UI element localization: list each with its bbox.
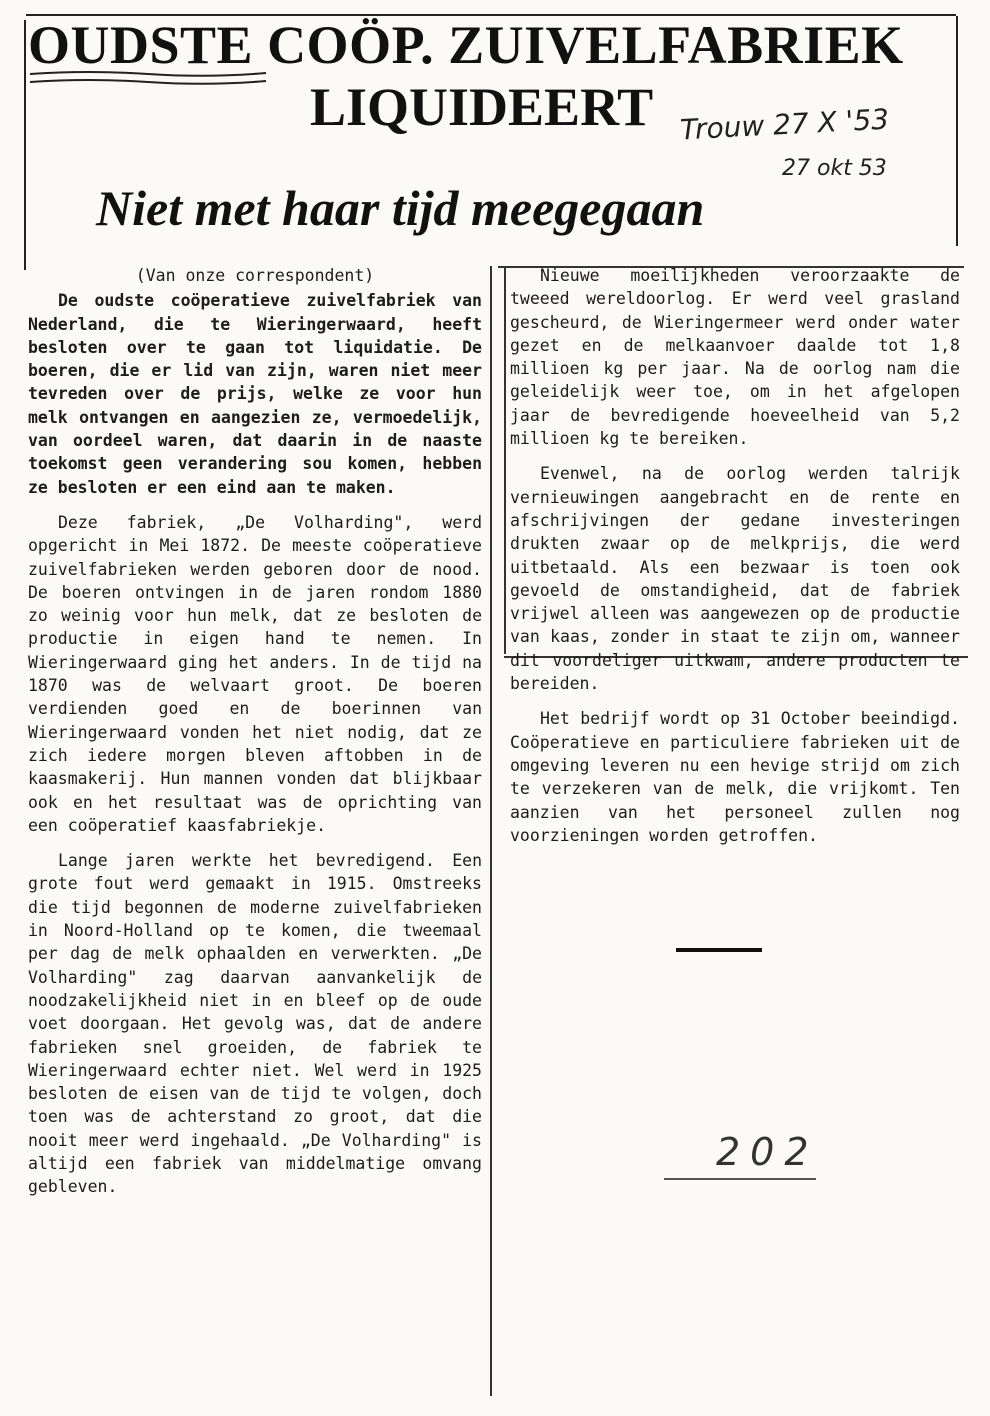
- column-separator: [490, 266, 492, 1396]
- page-number-underline: [664, 1178, 816, 1180]
- right-column: [510, 264, 960, 859]
- headline-line-2: LIQUIDEERT: [310, 77, 654, 137]
- article-paragraph: Deze fabriek, „De Volharding", werd opgericht in Mei 1872. De meeste coöperatieve zuivelfabrieken werden geboren door de nood. De boeren ontvingen in de jaren rondom 1880 zo weinig voor hun melk, dat ze besloten de productie in eigen hand te nemen. In Wieringerwaard ging het anders. In de tijd na 1870 was de welvaart groot. De boeren verdienden goed en de boerinnen van Wieringerwaard vonden het niet nodig, dat ze zich iedere morgen bleven aftobben in de kaasmakerij. Hun mannen vonden dat blijkbaar ook en het resultaat was de oprichting van een coöperatief kaasfabriekje.: [28, 512, 482, 835]
- handwritten-date-note: 27 okt 53: [782, 156, 887, 181]
- handwritten-source-note: Trouw 27 X '53: [679, 102, 890, 147]
- handwritten-page-number: 202: [716, 1130, 819, 1174]
- box-border-left: [504, 268, 506, 654]
- article-paragraph: Het bedrijf wordt op 31 October beeindigd. Coöperatieve en particuliere fabrieken uit de omgeving leveren nu een hevige strijd om zich te verzekeren van de melk, die vrijkomt. Ten aanzien van het personeel zullen nog voorzieningen worden getroffen.: [510, 709, 960, 845]
- left-column: [28, 264, 482, 1211]
- article-paragraph: Nieuwe moeilijkheden veroorzaakte de tweeed wereldoorlog. Er werd veel grasland gescheurd, de Wieringermeer werd onder water gezet en de melkaanvoer daalde tot 1,8 millioen kg per jaar. Na de oorlog nam die geleidelijk weer toe, om in het afgelopen jaar de bevredigende hoeveelheid van 5,2 millioen kg te bereiken.: [510, 266, 960, 449]
- subheadline: Niet met haar tijd meegegaan: [96, 180, 705, 236]
- byline: (Van onze correspondent): [135, 266, 375, 285]
- article-end-rule: [676, 948, 762, 952]
- article-paragraph: De oudste coöperatieve zuivelfabriek van Nederland, die te Wieringerwaard, heeft besloten over te gaan tot liquidatie. De boeren, die er lid van zijn, waren niet meer tevreden over de prijs, welke ze voor hun melk ontvangen en aangezien ze, vermoedelijk, van oordeel waren, dat daarin in de naaste toekomst geen verandering sou komen, hebben ze besloten er een eind aan te maken.: [28, 291, 482, 497]
- headline-line-1: OUDSTE COÖP. ZUIVELFABRIEK: [28, 15, 904, 75]
- article-paragraph: Lange jaren werkte het bevredigend. Een grote fout werd gemaakt in 1915. Omstreeks die tijd begonnen de moderne zuivelfabrieken in Noord-Holland op te komen, die tweemaal per dag de melk ophaalden en verwerkten. „De Volharding" zag daarvan aanvankelijk de noodzakelijkheid niet in en bleef op de oude voet doorgaan. Het gevolg was, dat de andere fabrieken snel groeiden, de fabriek te Wieringerwaard echter niet. Wel werd in 1925 besloten de eisen van de tijd te volgen, doch toen was de achterstand zo groot, dat die nooit meer werd ingehaald. „De Volharding" is altijd een fabriek van middelmatige omvang gebleven.: [28, 851, 482, 1197]
- decorative-rule: [28, 68, 268, 90]
- article-paragraph: Evenwel, na de oorlog werden talrijk vernieuwingen aangebracht en de rente en afschrijvingen der gedane investeringen drukten zwaar op de melkprijs, die werd uitbetaald. Als een bezwaar is toen ook gevoeld de omstandigheid, dat de fabriek vrijwel alleen was aangewezen op de productie van kaas, zonder in staat te zijn om, wanneer dit voordeliger uitkwam, andere producten te bereiden.: [510, 464, 960, 694]
- clipping-edge-left: [24, 20, 26, 270]
